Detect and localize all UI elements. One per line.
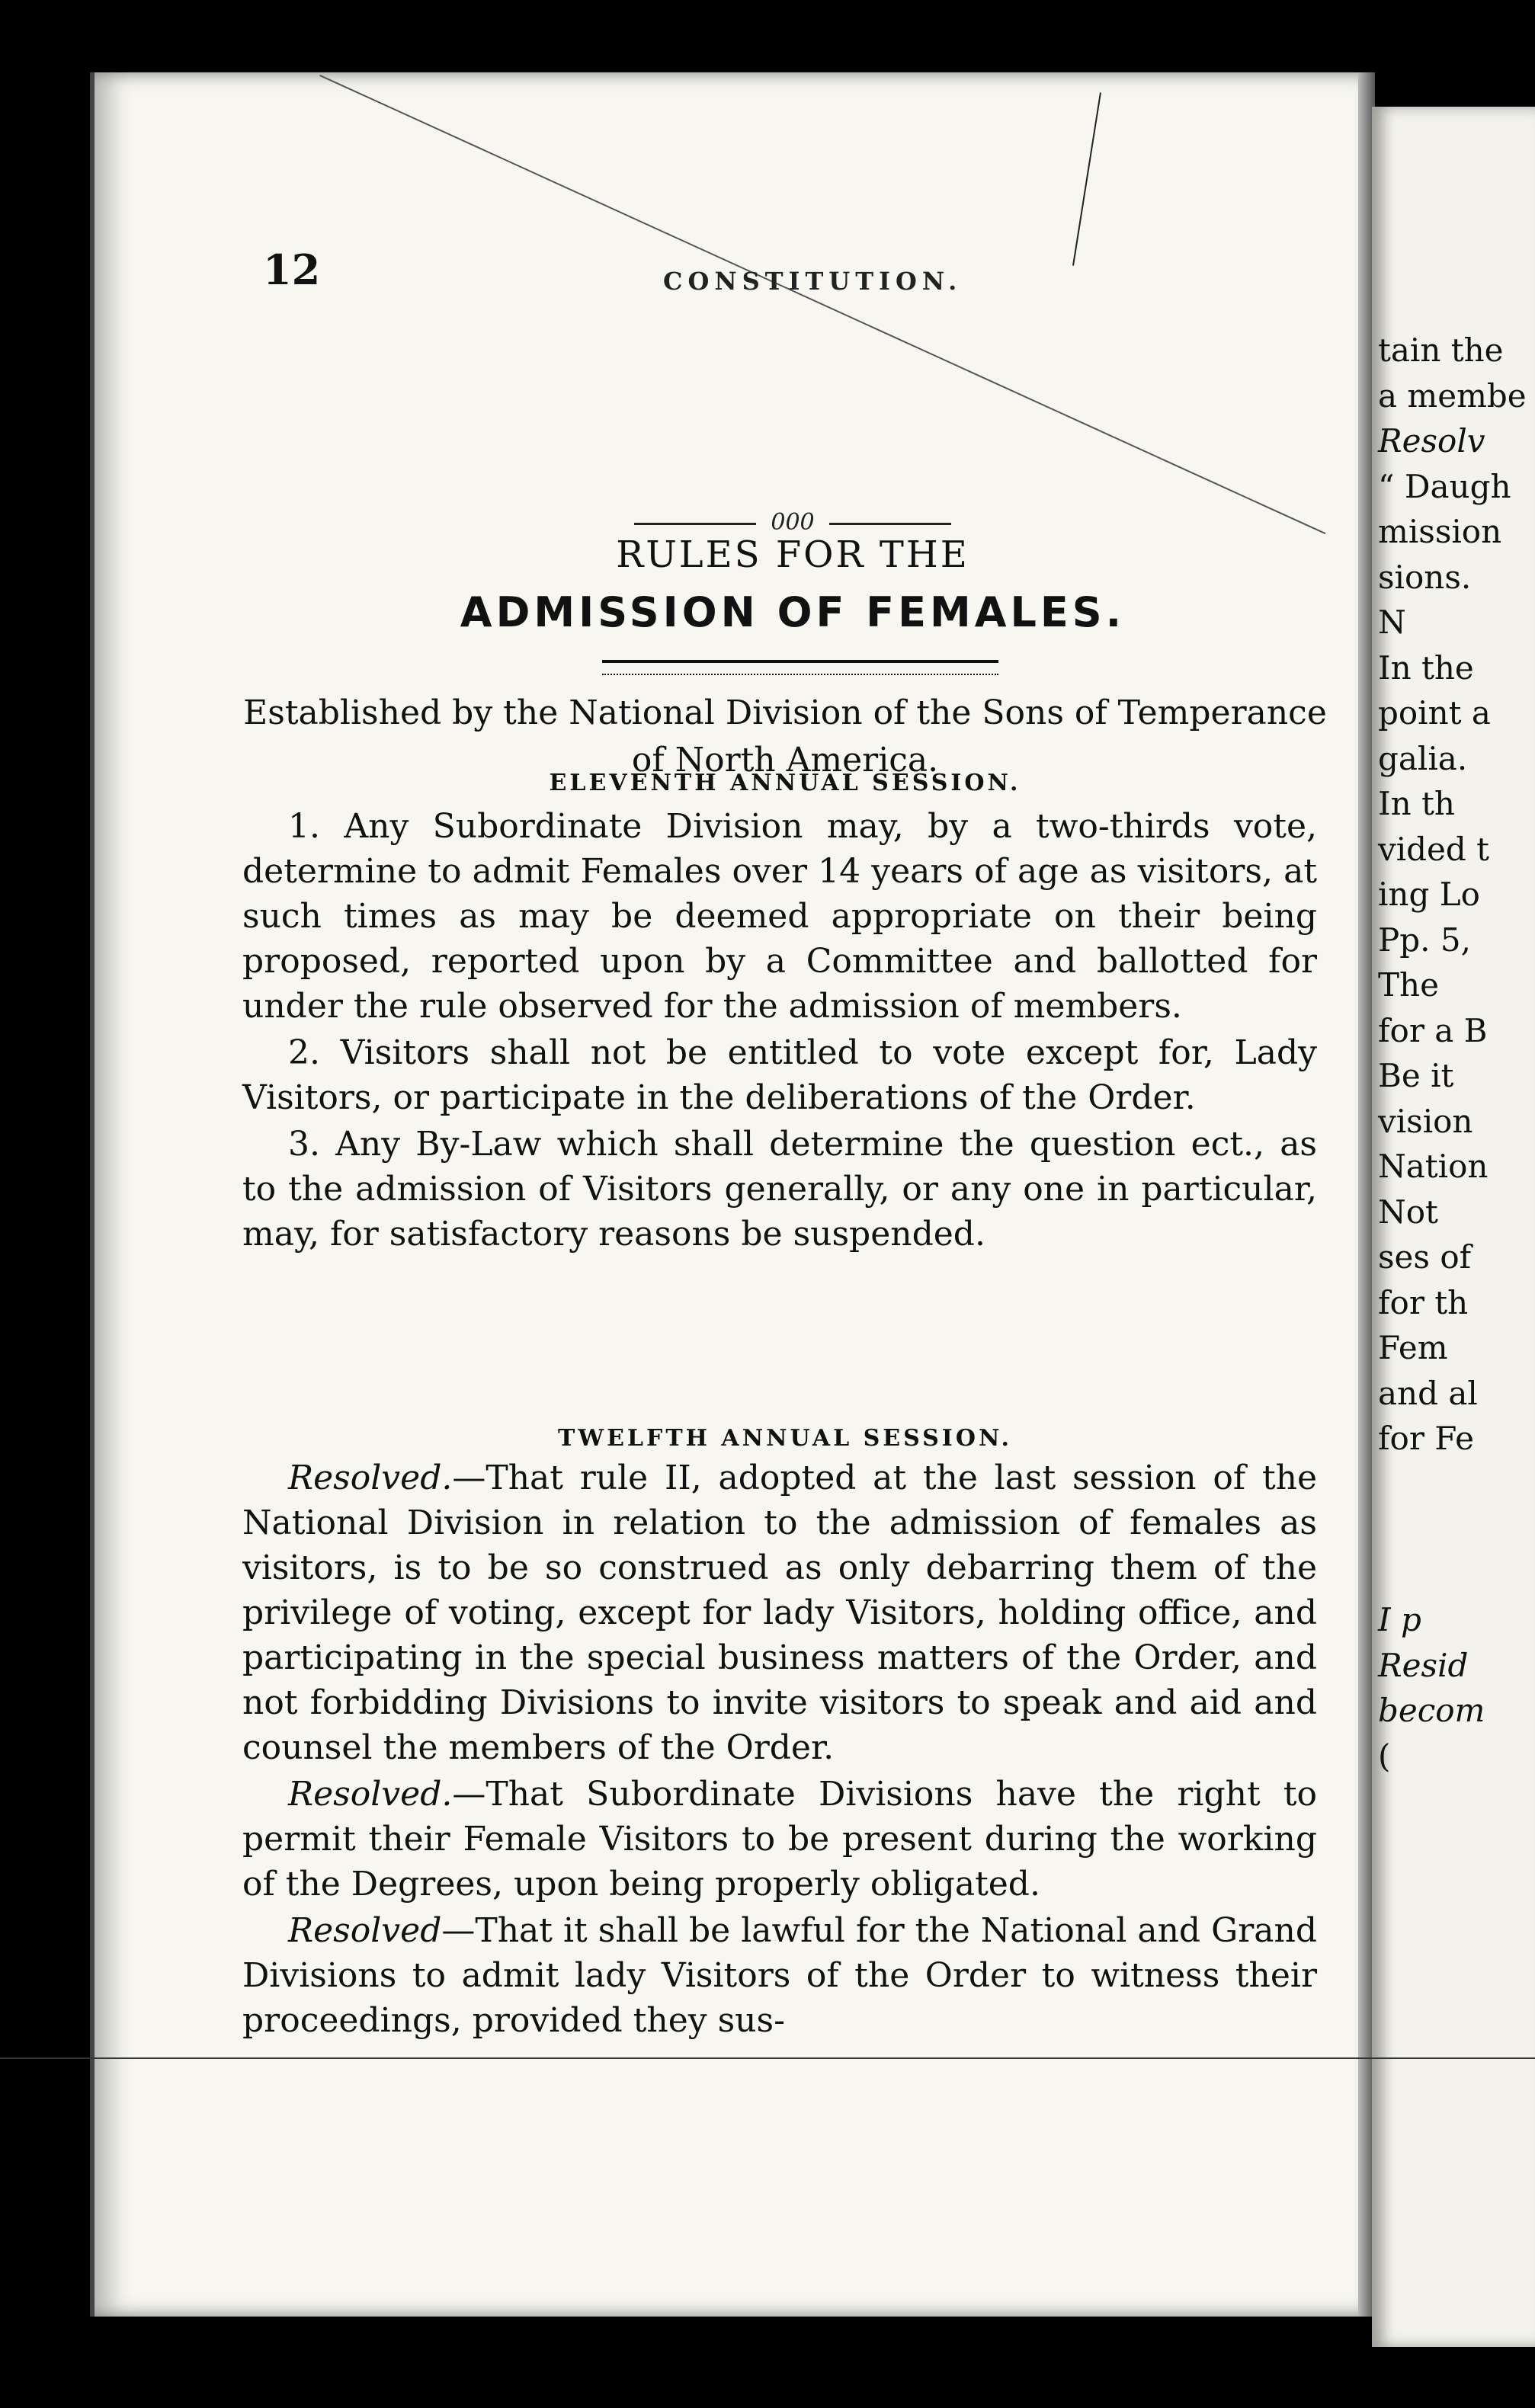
- right-page-line: vided t: [1378, 830, 1490, 868]
- resolution-2: [242, 1772, 1317, 1907]
- right-page-line: Not: [1378, 1193, 1438, 1231]
- rule-1: 1. Any Subordinate Division may, by a two-thirds vote, determine to admit Females over 14 years of age as visitors, at such times as may be deemed appropriate on their being proposed, reported upon by a Committee and ballotted for under the rule observed for the admission of members.: [242, 807, 1317, 1026]
- running-head: CONSTITUTION.: [663, 267, 963, 296]
- right-page-line: Resolv: [1378, 422, 1485, 460]
- title-line-1: RULES FOR THE: [616, 533, 969, 576]
- right-page-line: Resid: [1378, 1646, 1469, 1684]
- rule-2: 2. Visitors shall not be entitled to vote except for, Lady Visitors, or participate in the deliberations of the Order.: [242, 1033, 1317, 1117]
- right-page-line: I p: [1378, 1601, 1421, 1638]
- twelfth-session-heading: TWELFTH ANNUAL SESSION.: [558, 1425, 1012, 1452]
- page-number: 12: [263, 245, 321, 294]
- right-page-line: ing Lo: [1378, 876, 1480, 913]
- scan-horizontal-line: [0, 2057, 1535, 2059]
- right-page-line: “ Daugh: [1378, 467, 1511, 505]
- ornament-divider-top: [617, 509, 968, 536]
- rule-3: 3. Any By-Law which shall determine the question ect., as to the admission of Visitors generally, or any one in particular, may, for satisfactory reasons be suspended.: [242, 1125, 1317, 1254]
- title-line-2: ADMISSION OF FEMALES.: [460, 588, 1126, 636]
- resolution-text: —That Subordinate Divisions have the right to permit their Female Visitors to be present during the working of the Degrees, upon being properly obligated.: [242, 1775, 1317, 1904]
- resolution-text: —That it shall be lawful for the National and Grand Divisions to admit lady Visitors of the Order to witness their proceedings, provided they sus-: [242, 1911, 1317, 2040]
- right-page-line: for Fe: [1378, 1420, 1474, 1457]
- ornament-text: 000: [771, 509, 815, 536]
- eleventh-session-rules: [242, 804, 1317, 1257]
- resolution-1: [242, 1455, 1317, 1770]
- right-page-line: galia.: [1378, 739, 1468, 777]
- right-page-line: a membe: [1378, 376, 1527, 415]
- right-page-line: vision: [1378, 1102, 1473, 1140]
- right-page-line: mission: [1378, 513, 1502, 550]
- right-page-line: (: [1378, 1737, 1391, 1775]
- right-page-line: for th: [1378, 1283, 1469, 1321]
- right-page-line: [1372, 1507, 1535, 1552]
- right-page-line: [1372, 1462, 1535, 1507]
- right-page-line: sions.: [1378, 558, 1472, 596]
- right-page-line: Pp. 5,: [1378, 921, 1471, 959]
- subtitle: Established by the National Division of the Sons of Temperance of North America.: [243, 693, 1327, 780]
- right-page-line: The: [1378, 966, 1439, 1004]
- resolved-label: Resolved: [288, 1911, 442, 1950]
- right-page-line: becom: [1378, 1692, 1485, 1729]
- right-page-line: for a B: [1378, 1011, 1488, 1049]
- right-page-line: Fem: [1378, 1329, 1448, 1366]
- right-page-line: [1372, 1552, 1535, 1598]
- resolved-label: Resolved.: [288, 1775, 453, 1814]
- right-page-text: [1372, 328, 1535, 1779]
- right-page-fragment: [1372, 107, 1535, 2347]
- resolution-3: [242, 1908, 1317, 2043]
- right-page-line: ses of: [1378, 1238, 1472, 1276]
- twelfth-session-resolutions: [242, 1455, 1317, 2043]
- right-page-line: tain the: [1378, 331, 1504, 369]
- right-page-line: and al: [1378, 1374, 1478, 1412]
- right-page-line: N: [1378, 604, 1406, 641]
- ornament-divider-bottom: [602, 660, 998, 675]
- right-page-line: Be it: [1378, 1057, 1454, 1094]
- right-page-line: point a: [1378, 694, 1491, 732]
- resolution-text: —That rule II, adopted at the last session of the National Division in relation to the admission of females as visitors, is to be so construed as only debarring them of the privilege of voting, except for lady Visitors, holding office, and participating in the special business matters of the Order, and not forbidding Divisions to invite visitors to speak and aid and counsel the members of the Order.: [242, 1459, 1317, 1767]
- right-page-line: In th: [1378, 785, 1455, 822]
- right-page-line: Nation: [1378, 1148, 1489, 1185]
- resolved-label: Resolved.: [288, 1459, 453, 1497]
- eleventh-session-heading: ELEVENTH ANNUAL SESSION.: [549, 770, 1021, 796]
- right-page-line: In the: [1378, 648, 1474, 687]
